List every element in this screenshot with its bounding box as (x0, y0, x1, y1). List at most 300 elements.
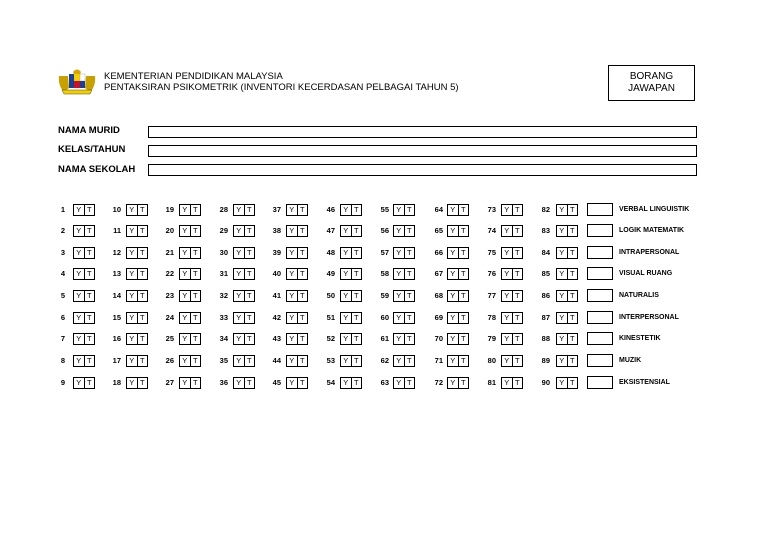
option-t[interactable]: T (246, 291, 252, 300)
answer-box[interactable] (501, 268, 523, 280)
option-y[interactable]: Y (180, 205, 191, 215)
answer-box[interactable] (447, 204, 469, 216)
option-t[interactable]: T (353, 269, 359, 278)
option-y[interactable]: Y (557, 248, 568, 258)
answer-box[interactable] (126, 290, 148, 302)
option-y[interactable]: Y (448, 334, 459, 344)
question-number: 60 (380, 313, 389, 322)
answer-box[interactable] (393, 225, 415, 237)
answer-box[interactable] (73, 290, 95, 302)
option-t[interactable]: T (569, 269, 575, 278)
option-y[interactable]: Y (74, 313, 85, 323)
question-number: 70 (434, 334, 443, 343)
option-t[interactable]: T (406, 205, 412, 214)
answer-box[interactable] (233, 268, 255, 280)
answer-box[interactable] (233, 204, 255, 216)
answer-box[interactable] (179, 204, 201, 216)
option-t[interactable]: T (569, 205, 575, 214)
option-t[interactable]: T (86, 313, 92, 322)
option-y[interactable]: Y (180, 313, 191, 323)
option-y[interactable]: Y (287, 226, 298, 236)
option-y[interactable]: Y (557, 269, 568, 279)
option-y[interactable]: Y (394, 334, 405, 344)
answer-box[interactable] (126, 333, 148, 345)
answer-box[interactable] (286, 225, 308, 237)
option-y[interactable]: Y (394, 313, 405, 323)
option-y[interactable]: Y (74, 205, 85, 215)
option-t[interactable]: T (192, 248, 198, 257)
answer-box[interactable] (286, 247, 308, 259)
answer-box[interactable] (73, 247, 95, 259)
option-t[interactable]: T (353, 248, 359, 257)
answer-box[interactable] (501, 312, 523, 324)
option-y[interactable]: Y (287, 269, 298, 279)
answer-box[interactable] (556, 247, 578, 259)
option-y[interactable]: Y (127, 269, 138, 279)
option-y[interactable]: Y (234, 334, 245, 344)
option-t[interactable]: T (406, 291, 412, 300)
option-y[interactable]: Y (74, 269, 85, 279)
answer-box[interactable] (447, 333, 469, 345)
answer-box[interactable] (179, 333, 201, 345)
option-y[interactable]: Y (502, 378, 513, 388)
answer-box[interactable] (73, 312, 95, 324)
option-y[interactable]: Y (180, 356, 191, 366)
answer-box[interactable] (501, 247, 523, 259)
option-t[interactable]: T (460, 269, 466, 278)
option-t[interactable]: T (86, 378, 92, 387)
option-t[interactable]: T (460, 205, 466, 214)
option-t[interactable]: T (460, 291, 466, 300)
option-y[interactable]: Y (74, 334, 85, 344)
option-t[interactable]: T (299, 334, 305, 343)
answer-box[interactable] (286, 355, 308, 367)
option-y[interactable]: Y (234, 356, 245, 366)
option-t[interactable]: T (246, 205, 252, 214)
option-t[interactable]: T (192, 313, 198, 322)
answer-box[interactable] (556, 377, 578, 389)
answer-box[interactable] (447, 355, 469, 367)
answer-box[interactable] (447, 377, 469, 389)
option-y[interactable]: Y (234, 291, 245, 301)
category-score-box[interactable] (587, 376, 613, 389)
option-t[interactable]: T (246, 334, 252, 343)
answer-box[interactable] (447, 225, 469, 237)
answer-box[interactable] (179, 312, 201, 324)
option-y[interactable]: Y (394, 205, 405, 215)
category-score-box[interactable] (587, 311, 613, 324)
option-y[interactable]: Y (287, 378, 298, 388)
answer-box[interactable] (126, 247, 148, 259)
option-y[interactable]: Y (127, 226, 138, 236)
option-t[interactable]: T (569, 226, 575, 235)
answer-box[interactable] (126, 377, 148, 389)
question-number: 88 (541, 334, 550, 343)
answer-box[interactable] (179, 247, 201, 259)
question-number: 73 (487, 205, 496, 214)
option-t[interactable]: T (86, 205, 92, 214)
option-t[interactable]: T (299, 291, 305, 300)
student-name-field[interactable] (148, 126, 697, 138)
answer-box[interactable] (126, 312, 148, 324)
option-t[interactable]: T (460, 313, 466, 322)
option-y[interactable]: Y (394, 378, 405, 388)
option-y[interactable]: Y (557, 205, 568, 215)
option-y[interactable]: Y (557, 378, 568, 388)
option-t[interactable]: T (139, 269, 145, 278)
question-number: 83 (541, 226, 550, 235)
option-y[interactable]: Y (341, 334, 352, 344)
option-y[interactable]: Y (234, 269, 245, 279)
option-y[interactable]: Y (180, 269, 191, 279)
answer-box[interactable] (393, 355, 415, 367)
option-t[interactable]: T (514, 313, 520, 322)
option-y[interactable]: Y (180, 248, 191, 258)
option-t[interactable]: T (139, 248, 145, 257)
option-t[interactable]: T (299, 205, 305, 214)
option-t[interactable]: T (192, 356, 198, 365)
answer-box[interactable] (73, 333, 95, 345)
answer-box[interactable] (393, 204, 415, 216)
option-y[interactable]: Y (127, 248, 138, 258)
option-t[interactable]: T (299, 248, 305, 257)
option-y[interactable]: Y (234, 313, 245, 323)
option-y[interactable]: Y (74, 248, 85, 258)
option-y[interactable]: Y (180, 226, 191, 236)
option-y[interactable]: Y (180, 378, 191, 388)
option-t[interactable]: T (406, 313, 412, 322)
option-t[interactable]: T (192, 205, 198, 214)
option-t[interactable]: T (569, 248, 575, 257)
option-t[interactable]: T (514, 334, 520, 343)
option-y[interactable]: Y (341, 378, 352, 388)
answer-box[interactable] (126, 225, 148, 237)
answer-box[interactable] (447, 247, 469, 259)
option-t[interactable]: T (353, 313, 359, 322)
answer-box[interactable] (286, 204, 308, 216)
option-y[interactable]: Y (557, 226, 568, 236)
option-t[interactable]: T (86, 269, 92, 278)
answer-box[interactable] (286, 312, 308, 324)
option-y[interactable]: Y (502, 205, 513, 215)
option-t[interactable]: T (192, 378, 198, 387)
class-year-field[interactable] (148, 145, 697, 157)
option-t[interactable]: T (86, 226, 92, 235)
option-t[interactable]: T (192, 291, 198, 300)
option-t[interactable]: T (406, 269, 412, 278)
answer-box[interactable] (393, 290, 415, 302)
option-y[interactable]: Y (394, 269, 405, 279)
option-y[interactable]: Y (180, 334, 191, 344)
answer-box[interactable] (286, 290, 308, 302)
answer-box[interactable] (233, 225, 255, 237)
answer-box[interactable] (501, 377, 523, 389)
answer-box[interactable] (393, 268, 415, 280)
question-number: 39 (272, 248, 281, 257)
answer-box[interactable] (501, 204, 523, 216)
option-y[interactable]: Y (234, 226, 245, 236)
question-number: 7 (60, 334, 65, 343)
option-t[interactable]: T (139, 356, 145, 365)
answer-box[interactable] (340, 377, 362, 389)
answer-box[interactable] (447, 268, 469, 280)
question-number: 57 (380, 248, 389, 257)
option-t[interactable]: T (299, 378, 305, 387)
option-y[interactable]: Y (287, 205, 298, 215)
option-y[interactable]: Y (341, 269, 352, 279)
answer-box[interactable] (73, 204, 95, 216)
option-y[interactable]: Y (557, 313, 568, 323)
answer-box[interactable] (556, 290, 578, 302)
option-t[interactable]: T (460, 356, 466, 365)
option-y[interactable]: Y (74, 226, 85, 236)
option-t[interactable]: T (139, 291, 145, 300)
question-number: 84 (541, 248, 550, 257)
answer-box[interactable] (233, 333, 255, 345)
option-y[interactable]: Y (341, 313, 352, 323)
answer-box[interactable] (340, 247, 362, 259)
answer-box[interactable] (286, 333, 308, 345)
answer-box[interactable] (340, 312, 362, 324)
answer-box[interactable] (447, 312, 469, 324)
option-t[interactable]: T (406, 334, 412, 343)
option-t[interactable]: T (192, 269, 198, 278)
answer-box[interactable] (501, 333, 523, 345)
option-t[interactable]: T (569, 334, 575, 343)
option-y[interactable]: Y (234, 205, 245, 215)
option-y[interactable]: Y (502, 356, 513, 366)
answer-box[interactable] (179, 225, 201, 237)
option-t[interactable]: T (460, 248, 466, 257)
answer-box[interactable] (556, 268, 578, 280)
option-y[interactable]: Y (287, 356, 298, 366)
option-t[interactable]: T (86, 334, 92, 343)
option-t[interactable]: T (353, 334, 359, 343)
option-t[interactable]: T (139, 378, 145, 387)
answer-box[interactable] (340, 268, 362, 280)
option-t[interactable]: T (299, 313, 305, 322)
option-y[interactable]: Y (394, 226, 405, 236)
option-t[interactable]: T (406, 378, 412, 387)
option-y[interactable]: Y (74, 356, 85, 366)
answer-box[interactable] (556, 355, 578, 367)
option-y[interactable]: Y (287, 313, 298, 323)
option-t[interactable]: T (299, 356, 305, 365)
option-t[interactable]: T (569, 378, 575, 387)
answer-box[interactable] (233, 355, 255, 367)
option-t[interactable]: T (514, 378, 520, 387)
option-y[interactable]: Y (448, 269, 459, 279)
option-y[interactable]: Y (448, 205, 459, 215)
option-t[interactable]: T (353, 205, 359, 214)
answer-box[interactable] (393, 377, 415, 389)
option-y[interactable]: Y (502, 291, 513, 301)
option-y[interactable]: Y (127, 378, 138, 388)
option-y[interactable]: Y (341, 248, 352, 258)
question-number: 36 (219, 378, 228, 387)
option-y[interactable]: Y (287, 248, 298, 258)
option-y[interactable]: Y (502, 226, 513, 236)
answer-box[interactable] (73, 268, 95, 280)
option-y[interactable]: Y (394, 356, 405, 366)
option-y[interactable]: Y (341, 291, 352, 301)
option-y[interactable]: Y (127, 313, 138, 323)
answer-box[interactable] (393, 312, 415, 324)
answer-box[interactable] (233, 377, 255, 389)
option-t[interactable]: T (246, 248, 252, 257)
option-t[interactable]: T (406, 248, 412, 257)
answer-box[interactable] (340, 204, 362, 216)
answer-box[interactable] (179, 355, 201, 367)
option-t[interactable]: T (514, 205, 520, 214)
answer-box[interactable] (501, 290, 523, 302)
question-number: 2 (60, 226, 65, 235)
answer-box[interactable] (126, 268, 148, 280)
option-t[interactable]: T (514, 248, 520, 257)
option-y[interactable]: Y (448, 248, 459, 258)
option-t[interactable]: T (460, 226, 466, 235)
option-y[interactable]: Y (394, 248, 405, 258)
option-t[interactable]: T (192, 334, 198, 343)
option-t[interactable]: T (406, 356, 412, 365)
answer-box[interactable] (179, 268, 201, 280)
category-label: EKSISTENSIAL (619, 379, 670, 386)
option-t[interactable]: T (514, 356, 520, 365)
answer-box[interactable] (393, 333, 415, 345)
category-score-box[interactable] (587, 246, 613, 259)
answer-box[interactable] (393, 247, 415, 259)
option-y[interactable]: Y (341, 356, 352, 366)
option-y[interactable]: Y (74, 291, 85, 301)
answer-box[interactable] (556, 333, 578, 345)
option-t[interactable]: T (192, 226, 198, 235)
option-y[interactable]: Y (448, 313, 459, 323)
answer-box[interactable] (233, 247, 255, 259)
category-score-box[interactable] (587, 354, 613, 367)
option-t[interactable]: T (460, 378, 466, 387)
answer-box[interactable] (73, 377, 95, 389)
option-t[interactable]: T (353, 291, 359, 300)
option-y[interactable]: Y (502, 313, 513, 323)
option-y[interactable]: Y (557, 334, 568, 344)
option-t[interactable]: T (246, 313, 252, 322)
answer-box[interactable] (340, 290, 362, 302)
answer-box[interactable] (340, 333, 362, 345)
option-y[interactable]: Y (287, 291, 298, 301)
option-y[interactable]: Y (74, 378, 85, 388)
option-t[interactable]: T (246, 226, 252, 235)
option-t[interactable]: T (299, 269, 305, 278)
option-t[interactable]: T (246, 378, 252, 387)
question-number: 16 (112, 334, 121, 343)
option-y[interactable]: Y (234, 248, 245, 258)
option-y[interactable]: Y (448, 226, 459, 236)
option-t[interactable]: T (569, 291, 575, 300)
answer-box[interactable] (340, 225, 362, 237)
question-number: 47 (326, 226, 335, 235)
answer-box[interactable] (233, 290, 255, 302)
option-y[interactable]: Y (127, 356, 138, 366)
answer-box[interactable] (340, 355, 362, 367)
option-y[interactable]: Y (557, 356, 568, 366)
question-number: 21 (165, 248, 174, 257)
option-y[interactable]: Y (448, 378, 459, 388)
option-t[interactable]: T (139, 205, 145, 214)
option-t[interactable]: T (406, 226, 412, 235)
answer-box[interactable] (286, 268, 308, 280)
answer-box[interactable] (73, 225, 95, 237)
answer-box[interactable] (556, 312, 578, 324)
option-t[interactable]: T (514, 269, 520, 278)
answer-box[interactable] (447, 290, 469, 302)
option-t[interactable]: T (514, 226, 520, 235)
option-t[interactable]: T (246, 356, 252, 365)
answer-box[interactable] (179, 377, 201, 389)
option-y[interactable]: Y (502, 269, 513, 279)
option-y[interactable]: Y (180, 291, 191, 301)
answer-box[interactable] (179, 290, 201, 302)
answer-box[interactable] (501, 225, 523, 237)
option-t[interactable]: T (86, 291, 92, 300)
option-y[interactable]: Y (341, 205, 352, 215)
option-t[interactable]: T (569, 356, 575, 365)
answer-box[interactable] (556, 225, 578, 237)
option-t[interactable]: T (569, 313, 575, 322)
category-score-box[interactable] (587, 224, 613, 237)
option-t[interactable]: T (246, 269, 252, 278)
option-y[interactable]: Y (502, 248, 513, 258)
option-y[interactable]: Y (448, 291, 459, 301)
option-y[interactable]: Y (127, 205, 138, 215)
option-t[interactable]: T (353, 378, 359, 387)
option-t[interactable]: T (353, 356, 359, 365)
option-y[interactable]: Y (127, 291, 138, 301)
option-y[interactable]: Y (557, 291, 568, 301)
option-t[interactable]: T (86, 248, 92, 257)
category-score-box[interactable] (587, 203, 613, 216)
category-score-box[interactable] (587, 289, 613, 302)
option-y[interactable]: Y (341, 226, 352, 236)
answer-box[interactable] (501, 355, 523, 367)
option-t[interactable]: T (139, 313, 145, 322)
option-t[interactable]: T (139, 334, 145, 343)
ministry-title: KEMENTERIAN PENDIDIKAN MALAYSIA (104, 71, 283, 82)
option-t[interactable]: T (460, 334, 466, 343)
answer-box[interactable] (233, 312, 255, 324)
option-y[interactable]: Y (234, 378, 245, 388)
option-t[interactable]: T (299, 226, 305, 235)
option-t[interactable]: T (86, 356, 92, 365)
option-t[interactable]: T (353, 226, 359, 235)
question-number: 79 (487, 334, 496, 343)
option-t[interactable]: T (514, 291, 520, 300)
answer-box[interactable] (126, 355, 148, 367)
school-name-field[interactable] (148, 164, 697, 176)
answer-box[interactable] (73, 355, 95, 367)
question-number: 12 (112, 248, 121, 257)
option-t[interactable]: T (139, 226, 145, 235)
category-score-box[interactable] (587, 267, 613, 280)
option-y[interactable]: Y (287, 334, 298, 344)
answer-box[interactable] (286, 377, 308, 389)
answer-box[interactable] (126, 204, 148, 216)
option-y[interactable]: Y (448, 356, 459, 366)
option-y[interactable]: Y (127, 334, 138, 344)
option-y[interactable]: Y (502, 334, 513, 344)
option-y[interactable]: Y (394, 291, 405, 301)
category-score-box[interactable] (587, 332, 613, 345)
answer-box[interactable] (556, 204, 578, 216)
